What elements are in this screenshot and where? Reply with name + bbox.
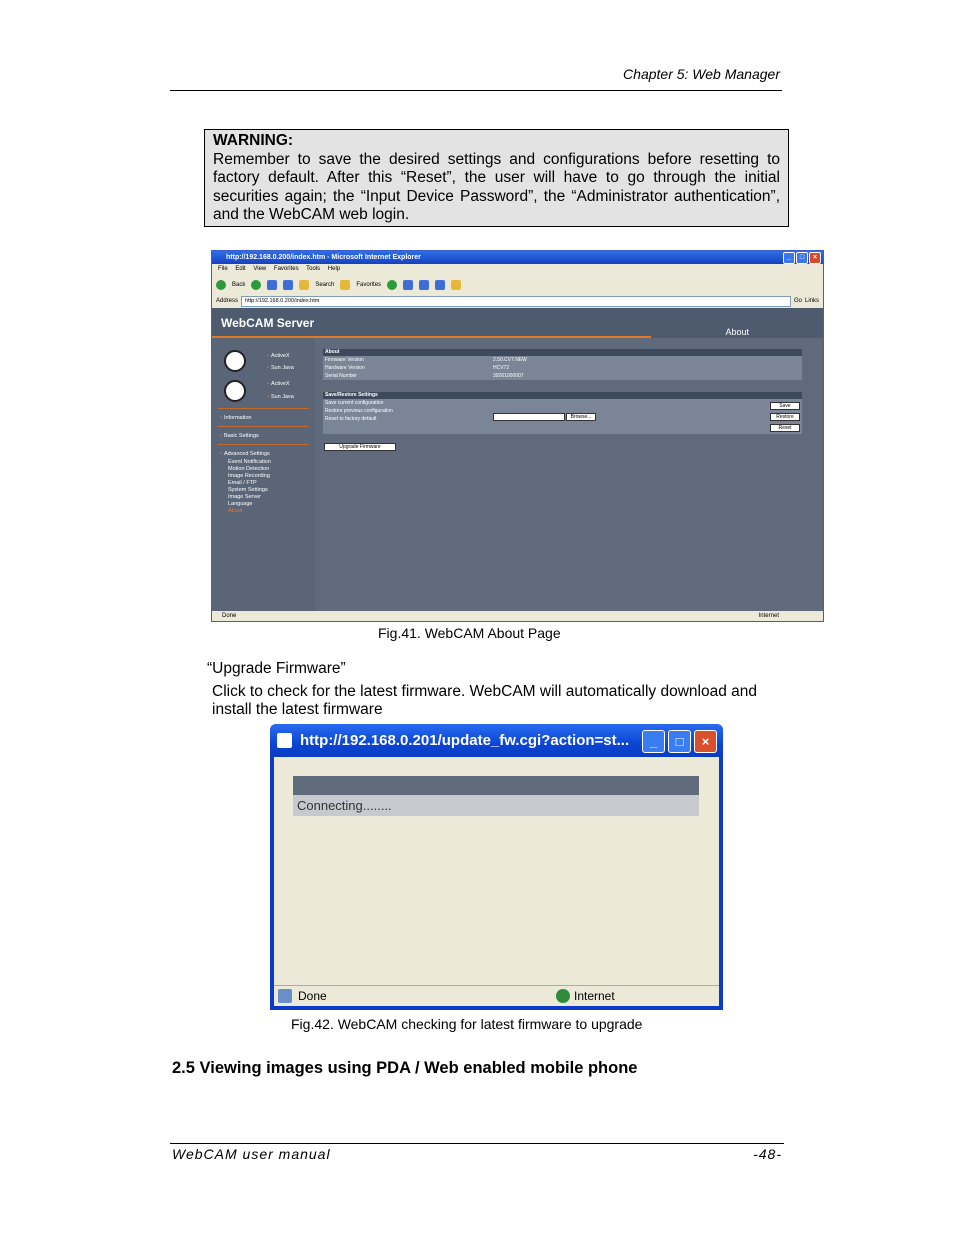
camera-a-java[interactable]: • Sun Java (267, 365, 294, 371)
save-button[interactable]: Save (770, 402, 800, 410)
popup-header-bar (293, 776, 699, 795)
warning-box (204, 129, 789, 227)
ie-window-title: http://192.168.0.200/index.htm - Microsoft Internet Explorer (226, 254, 421, 261)
home-icon[interactable] (299, 280, 309, 290)
sidebar-divider (218, 426, 309, 427)
camera-b-icon (224, 380, 246, 402)
stop-icon[interactable] (267, 280, 277, 290)
page-tab-about: About (725, 327, 749, 337)
back-label[interactable]: Back (232, 282, 246, 288)
fig42-screenshot (270, 724, 723, 1010)
camera-b-activex[interactable]: • ActiveX (267, 381, 290, 387)
page-number: -48- (753, 1146, 782, 1162)
save-row: Save current configuration (325, 400, 384, 406)
ie-status-bar (212, 611, 823, 621)
reset-button[interactable]: Reset (770, 424, 800, 432)
popup-content (274, 757, 719, 986)
minimize-icon[interactable]: _ (642, 730, 665, 753)
ie-toolbar (216, 277, 819, 293)
print-icon[interactable] (435, 280, 445, 290)
globe-icon (556, 989, 570, 1003)
minimize-icon[interactable]: _ (783, 252, 795, 264)
webcam-page (212, 308, 823, 611)
sidebar-sub-item-active[interactable]: About (228, 508, 243, 514)
sidebar-divider (218, 444, 309, 445)
fig41-screenshot (211, 250, 824, 622)
sidebar-item-basic[interactable]: • Basic Settings (220, 433, 259, 439)
favorites-label[interactable]: Favorites (356, 282, 382, 288)
page-icon (277, 733, 292, 748)
webcam-main (315, 338, 823, 611)
upgrade-text-line2: install the latest firmware (212, 701, 383, 718)
status-done: Done (298, 989, 327, 1003)
popup-title-bar (270, 724, 723, 757)
sidebar-sub-item[interactable]: Image Server (228, 494, 262, 500)
camera-a-icon (224, 350, 246, 372)
go-button[interactable]: Go (793, 298, 802, 304)
footer-rule (170, 1143, 784, 1144)
links-label[interactable]: Links (804, 298, 819, 304)
webcam-sidebar (212, 338, 315, 611)
browse-button[interactable]: Browse... (566, 413, 596, 421)
restore-row: Restore previous configuration (325, 408, 393, 414)
warning-label: WARNING: (213, 132, 294, 149)
about-row: Hardware Version HCV72 (325, 365, 510, 371)
sidebar-item-information[interactable]: • Information (220, 415, 252, 421)
sidebar-sub-item[interactable]: Language (228, 501, 253, 507)
about-row: Serial Number 39261000007 (325, 373, 524, 379)
fig42-caption: Fig.42. WebCAM checking for latest firmware to upgrade (291, 1016, 643, 1032)
sidebar-sub-item[interactable]: System Settings (228, 487, 268, 493)
history-icon[interactable] (403, 280, 413, 290)
ie-address-bar (216, 296, 819, 306)
edit-icon[interactable] (451, 280, 461, 290)
header-rule (170, 90, 782, 91)
about-row: Firmware Version 2.50.CV7.NEW (325, 357, 527, 363)
footer-title: WebCAM user manual (172, 1146, 331, 1162)
address-label: Address (216, 298, 239, 304)
about-heading: About (323, 349, 802, 356)
maximize-icon[interactable]: □ (796, 252, 808, 264)
camera-b-java[interactable]: • Sun Java (267, 394, 294, 400)
media-icon[interactable] (387, 280, 397, 290)
warning-text: Remember to save the desired settings and configurations before resetting to factory default. After this “Reset”, the user will have to go through the initial securities again; the “Input Device Password”, the “Administrator authentication”, and the WebCAM web login. (213, 150, 780, 224)
upgrade-text-line1: Click to check for the latest firmware. WebCAM will automatically download and (212, 683, 758, 700)
close-icon[interactable]: × (809, 252, 821, 264)
refresh-icon[interactable] (283, 280, 293, 290)
popup-status-bar (274, 985, 719, 1006)
search-label[interactable]: Search (315, 282, 335, 288)
restore-file-input[interactable] (493, 413, 565, 421)
sidebar-sub-item[interactable]: Motion Detection (228, 466, 270, 472)
sidebar-divider (218, 408, 309, 409)
upgrade-firmware-button[interactable]: Upgrade Firmware (324, 443, 396, 451)
brand-title: WebCAM Server (221, 316, 315, 330)
section-heading: 2.5 Viewing images using PDA / Web enabled mobile phone (172, 1059, 638, 1077)
forward-icon[interactable] (251, 280, 261, 290)
webcam-banner (212, 308, 823, 338)
maximize-icon[interactable]: □ (668, 730, 691, 753)
popup-window-buttons (642, 730, 717, 753)
camera-a-activex[interactable]: • ActiveX (267, 353, 290, 359)
address-input[interactable]: http://192.168.0.200/index.htm (241, 296, 791, 307)
ie-window-buttons (783, 252, 821, 264)
popup-window-title: http://192.168.0.201/update_fw.cgi?action=st... (300, 732, 630, 749)
restore-button[interactable]: Restore (770, 413, 800, 421)
favorites-icon[interactable] (340, 280, 350, 290)
fig41-caption: Fig.41. WebCAM About Page (378, 625, 561, 641)
sidebar-item-advanced[interactable]: • Advanced Settings (220, 451, 270, 457)
reset-row: Reset to factory default (325, 416, 377, 422)
upgrade-heading: “Upgrade Firmware” (207, 660, 346, 677)
ie-title-bar (212, 251, 823, 264)
ie-menu-bar[interactable]: File Edit View Favorites Tools Help (218, 266, 341, 272)
save-restore-heading: Save/Restore Settings (323, 392, 802, 399)
back-icon[interactable] (216, 280, 226, 290)
mail-icon[interactable] (419, 280, 429, 290)
sidebar-sub-item[interactable]: Event Notification (228, 459, 271, 465)
about-section (323, 349, 802, 380)
status-zone: Internet (574, 989, 615, 1003)
sidebar-sub-item[interactable]: Image Recording (228, 473, 270, 479)
page-done-icon (278, 989, 292, 1003)
connecting-text: Connecting........ (293, 795, 699, 816)
status-done: Done (222, 613, 237, 619)
status-zone: Internet (758, 613, 779, 619)
chapter-header: Chapter 5: Web Manager (623, 66, 780, 82)
close-icon[interactable]: × (694, 730, 717, 753)
sidebar-sub-item[interactable]: Email / FTP (228, 480, 257, 486)
